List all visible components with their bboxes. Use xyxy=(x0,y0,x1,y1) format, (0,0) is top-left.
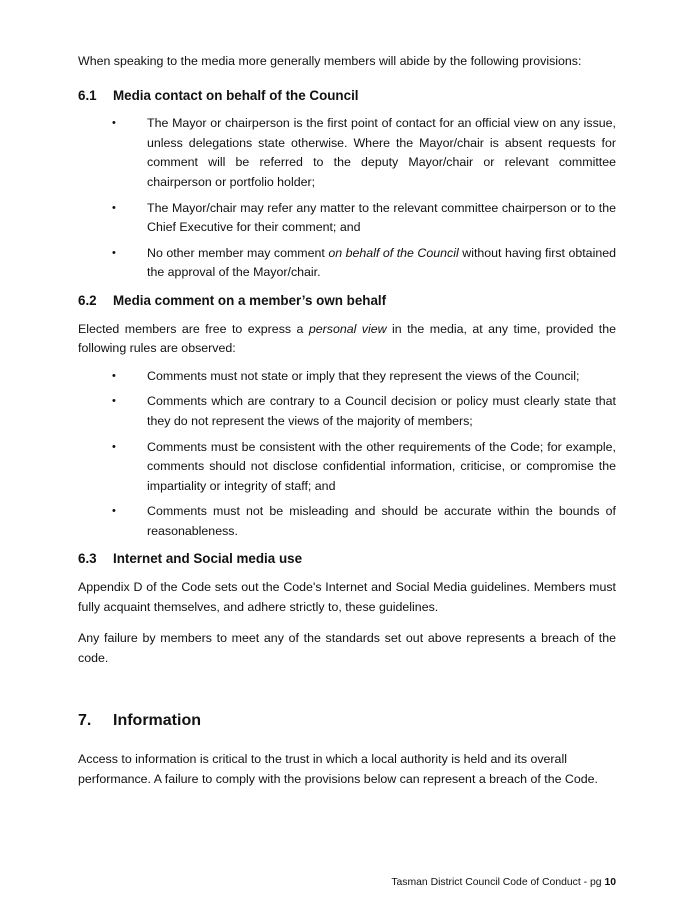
list-item-text: Comments must not state or imply that they represent the views of the Council; xyxy=(147,368,580,383)
section-6-2-heading xyxy=(78,291,616,311)
list-item xyxy=(78,367,616,387)
page-footer xyxy=(391,873,616,893)
bullet-icon: • xyxy=(112,505,116,518)
section-title: Media contact on behalf of the Council xyxy=(113,87,359,103)
section-number: 7. xyxy=(78,712,92,730)
list-item xyxy=(78,392,616,431)
section-6-3-paragraph: Appendix D of the Code sets out the Code's Internet and Social Media guidelines. Members must fully acquaint themselves, and adhere strictly to, these guidelines. xyxy=(78,580,616,614)
section-7-paragraph: Access to information is critical to the trust in which a local authority is held and its overall performance. A failure to comply with the provisions below can represent a breach of the Code. xyxy=(78,752,599,787)
emphasis-text: on behalf of the Council xyxy=(328,245,459,260)
section-6-1-heading xyxy=(78,86,616,106)
section-6-3-paragraph: Any failure by members to meet any of the standards set out above represents a breach of the code. xyxy=(78,631,616,665)
text-run: in the media, at any time, provided the following rules are observed: xyxy=(78,321,616,356)
bullet-icon: • xyxy=(112,201,116,214)
bullet-icon: • xyxy=(112,369,116,382)
section-6-2-paragraph xyxy=(78,320,616,359)
section-number: 6.1 xyxy=(78,87,97,103)
section-number: 6.2 xyxy=(78,292,97,308)
list-item-text: Comments must not be misleading and should be accurate within the bounds of reasonableness. xyxy=(147,504,616,538)
bullet-icon: • xyxy=(112,117,116,130)
intro-paragraph: When speaking to the media more generally members will abide by the following provisions: xyxy=(78,54,582,68)
section-7-heading xyxy=(78,710,616,732)
footer-text: Tasman District Council Code of Conduct - pg xyxy=(391,877,605,888)
bullet-icon: • xyxy=(112,440,116,453)
section-title: Media comment on a member’s own behalf xyxy=(113,292,387,308)
list-item-text: The Mayor or chairperson is the first point of contact for an official view on any issue, unless delegations state otherwise. Where the Mayor/chair is absent requests for comment will be referred to the deputy Mayor/chair or relevant committee chairperson or portfolio holder; xyxy=(147,116,616,189)
list-item xyxy=(78,244,616,283)
text-run: without having first obtained the approval of the Mayor/chair. xyxy=(147,245,616,280)
section-title: Information xyxy=(113,712,201,730)
list-item xyxy=(78,114,616,192)
section-6-3-heading xyxy=(78,549,616,569)
section-6-2-list xyxy=(78,367,616,542)
section-6-1-list xyxy=(78,114,616,283)
list-item xyxy=(78,502,616,541)
list-item-text: Comments which are contrary to a Council decision or policy must clearly state that they do not represent the views of the majority of members; xyxy=(147,394,616,428)
page-number: 10 xyxy=(604,877,616,888)
emphasis-text: personal view xyxy=(308,321,387,336)
bullet-icon: • xyxy=(112,246,116,259)
section-number: 6.3 xyxy=(78,551,97,567)
list-item xyxy=(78,199,616,238)
bullet-icon: • xyxy=(112,395,116,408)
section-title: Internet and Social media use xyxy=(113,551,303,567)
document-page xyxy=(78,52,616,790)
list-item-text xyxy=(147,244,616,283)
text-run: No other member may comment xyxy=(147,245,329,260)
list-item-text: Comments must be consistent with the other requirements of the Code; for example, comments should not disclose confidential information, criticise, or compromise the impartiality or integrity of staff; and xyxy=(147,439,616,493)
text-run: Elected members are free to express a xyxy=(78,321,309,336)
list-item-text: The Mayor/chair may refer any matter to the relevant committee chairperson or to the Chief Executive for their comment; and xyxy=(147,200,616,235)
list-item xyxy=(78,438,616,497)
